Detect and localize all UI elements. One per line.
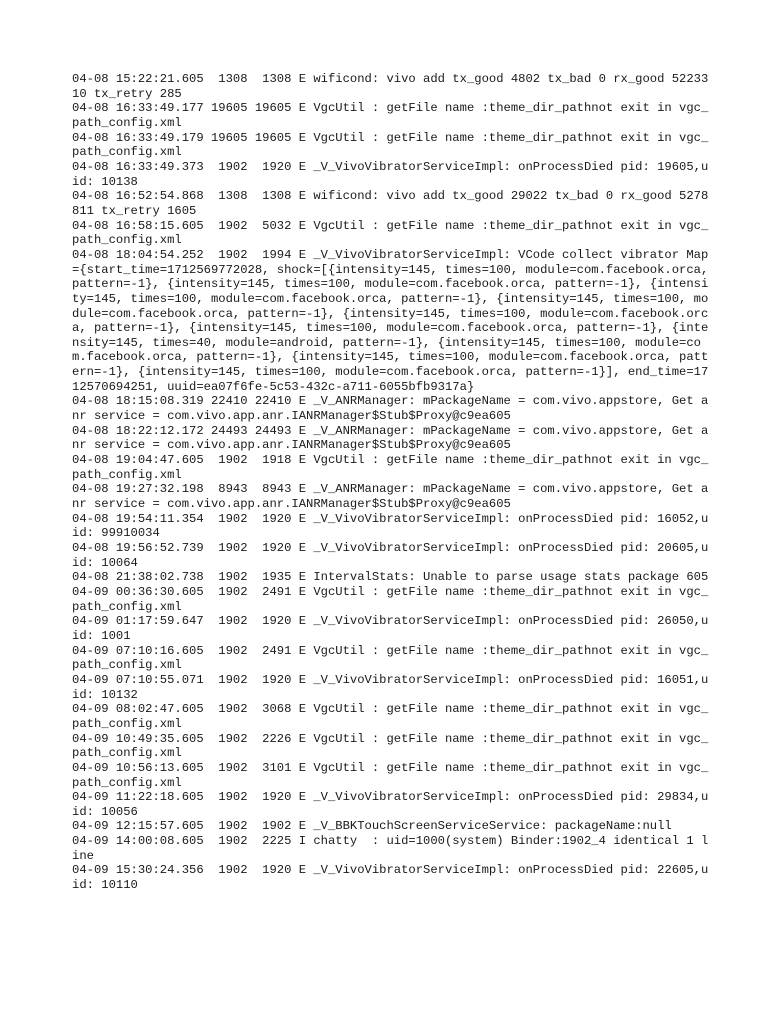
log-line: 04-08 19:04:47.605 1902 1918 E VgcUtil : getFile name :theme_dir_pathnot exit in vgc_path_config.xml <box>72 453 709 482</box>
log-line: 04-08 19:54:11.354 1902 1920 E _V_VivoVibratorServiceImpl: onProcessDied pid: 16052,uid: 99910034 <box>72 511 709 541</box>
log-line: 04-09 15:30:24.356 1902 1920 E _V_VivoVibratorServiceImpl: onProcessDied pid: 22605,uid: 10110 <box>72 863 709 893</box>
log-line: 04-09 10:56:13.605 1902 3101 E VgcUtil : getFile name :theme_dir_pathnot exit in vgc_path_config.xml <box>72 760 709 790</box>
log-line: 04-08 19:27:32.198 8943 8943 E _V_ANRManager: mPackageName = com.vivo.appstore, Get anr service = com.vivo.app.anr.IANRManager$Stub$Proxy@c9ea605 <box>72 482 709 512</box>
log-line: 04-08 16:33:49.179 19605 19605 E VgcUtil : getFile name :theme_dir_pathnot exit in vgc_path_config.xml <box>72 130 709 160</box>
log-line: 04-09 14:00:08.605 1902 2225 I chatty : uid=1000(system) Binder:1902_4 identical 1 line <box>72 834 709 863</box>
log-line: 04-08 16:58:15.605 1902 5032 E VgcUtil : getFile name :theme_dir_pathnot exit in vgc_path_config.xml <box>72 218 709 248</box>
log-line: 04-08 19:56:52.739 1902 1920 E _V_VivoVibratorServiceImpl: onProcessDied pid: 20605,uid: 10064 <box>72 541 709 570</box>
log-line: 04-08 18:22:12.172 24493 24493 E _V_ANRManager: mPackageName = com.vivo.appstore, Get anr service = com.vivo.app.anr.IANRManager$Stub$Proxy@c9ea605 <box>72 423 709 453</box>
log-line: 04-08 16:52:54.868 1308 1308 E wificond: vivo add tx_good 29022 tx_bad 0 rx_good 5278811 tx_retry 1605 <box>72 189 709 218</box>
log-line: 04-08 18:15:08.319 22410 22410 E _V_ANRManager: mPackageName = com.vivo.appstore, Get anr service = com.vivo.app.anr.IANRManager$Stub$Proxy@c9ea605 <box>72 394 709 424</box>
log-line: 04-09 07:10:16.605 1902 2491 E VgcUtil : getFile name :theme_dir_pathnot exit in vgc_path_config.xml <box>72 643 709 673</box>
log-line: 04-09 10:49:35.605 1902 2226 E VgcUtil : getFile name :theme_dir_pathnot exit in vgc_path_config.xml <box>72 731 709 761</box>
log-line: 04-08 21:38:02.738 1902 1935 E IntervalStats: Unable to parse usage stats package 605 <box>72 570 709 585</box>
log-line: 04-09 11:22:18.605 1902 1920 E _V_VivoVibratorServiceImpl: onProcessDied pid: 29834,uid: 10056 <box>72 790 709 819</box>
log-document <box>72 72 716 893</box>
log-line: 04-08 16:33:49.373 1902 1920 E _V_VivoVibratorServiceImpl: onProcessDied pid: 19605,uid: 10138 <box>72 159 709 189</box>
log-line: 04-09 00:36:30.605 1902 2491 E VgcUtil : getFile name :theme_dir_pathnot exit in vgc_path_config.xml <box>72 584 709 614</box>
log-line: 04-09 07:10:55.071 1902 1920 E _V_VivoVibratorServiceImpl: onProcessDied pid: 16051,uid: 10132 <box>72 672 709 702</box>
log-line: 04-09 12:15:57.605 1902 1902 E _V_BBKTouchScreenServiceService: packageName:null <box>72 819 672 834</box>
log-line: 04-09 08:02:47.605 1902 3068 E VgcUtil : getFile name :theme_dir_pathnot exit in vgc_path_config.xml <box>72 702 709 731</box>
log-line: 04-08 16:33:49.177 19605 19605 E VgcUtil : getFile name :theme_dir_pathnot exit in vgc_path_config.xml <box>72 101 709 130</box>
log-line: 04-08 18:04:54.252 1902 1994 E _V_VivoVibratorServiceImpl: VCode collect vibrator Map={start_time=1712569772028, shock=[{intensity=145, times=100, module=com.facebook.orca, pattern=-1}, {intensity=145, times=100, module=com.facebook.orca, pattern=-1}, {intensity=145, times=100, module=com.facebook.orca, pattern=-1}, {intensity=145, times=100, module=com.facebook.orca, pattern=-1}, {intensity=145, times=100, module=com.facebook.orca, pattern=-1}, {intensity=145, times=100, module=com.facebook.orca, pattern=-1}, {intensity=145, times=40, module=android, pattern=-1}, {intensity=145, times=100, module=com.facebook.orca, pattern=-1}, {intensity=145, times=100, module=com.facebook.orca, pattern=-1}, {intensity=145, times=100, module=com.facebook.orca, pattern=-1}], end_time=1712570694251, uuid=ea07f6fe-5c53-432c-a711-6055bfb9317a} <box>72 247 716 394</box>
log-line: 04-09 01:17:59.647 1902 1920 E _V_VivoVibratorServiceImpl: onProcessDied pid: 26050,uid: 1001 <box>72 614 709 643</box>
log-line: 04-08 15:22:21.605 1308 1308 E wificond: vivo add tx_good 4802 tx_bad 0 rx_good 5223310 tx_retry 285 <box>72 72 709 101</box>
